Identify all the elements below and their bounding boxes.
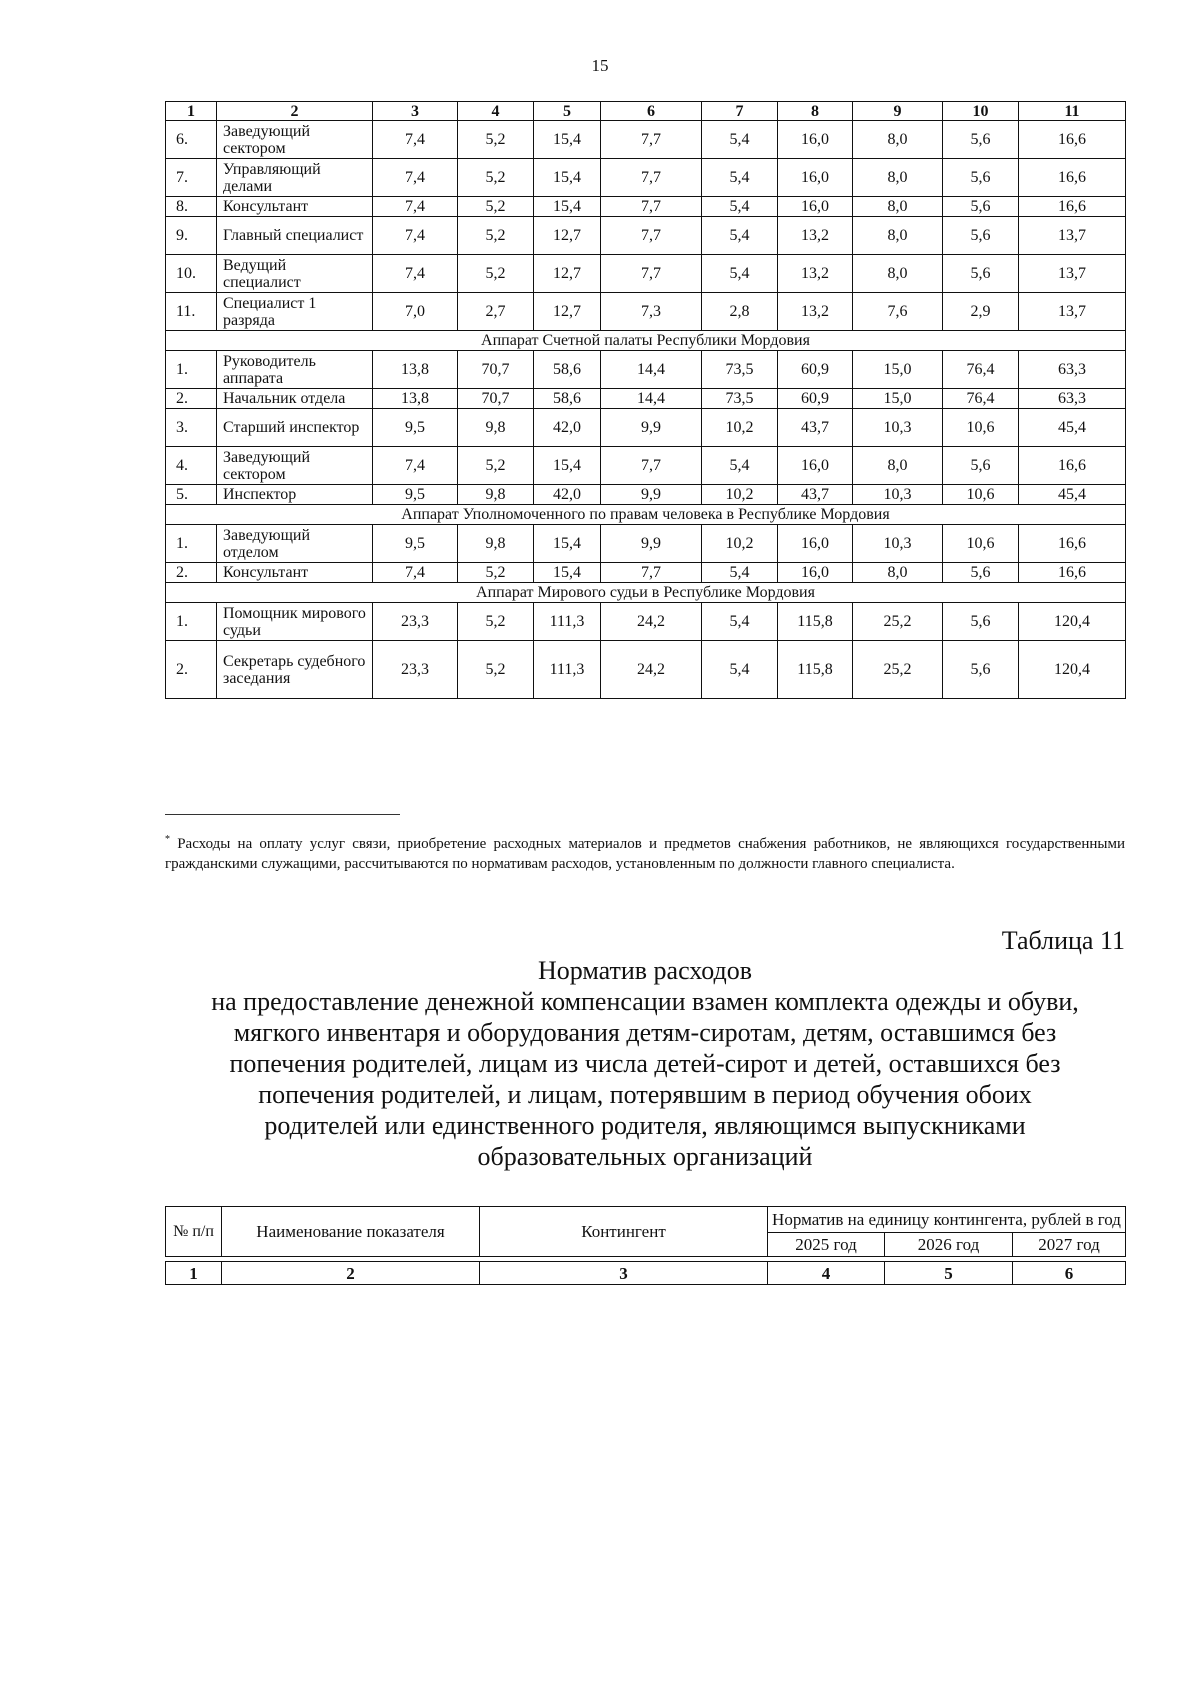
section-row [166,505,1126,525]
value-cell: 5,4 [702,121,778,159]
position-name: Помощник мирового судьи [217,603,373,641]
value-cell: 13,8 [373,351,458,389]
value-cell: 5,4 [702,255,778,293]
value-cell: 73,5 [702,389,778,409]
value-cell: 13,7 [1019,255,1126,293]
value-cell: 16,6 [1019,121,1126,159]
value-cell: 5,4 [702,159,778,197]
header-number: № п/п [166,1207,222,1257]
value-cell: 13,7 [1019,217,1126,255]
value-cell: 10,2 [702,485,778,505]
value-cell: 5,2 [458,121,534,159]
header-year-2025: 2025 год [768,1233,885,1257]
value-cell: 13,2 [778,255,853,293]
value-cell: 2,8 [702,293,778,331]
value-cell: 5,2 [458,217,534,255]
position-name: Консультант [217,563,373,583]
value-cell: 10,2 [702,409,778,447]
value-cell: 7,4 [373,217,458,255]
value-cell: 10,3 [853,525,943,563]
header-col-4: 4 [458,102,534,121]
header-col-5: 5 [534,102,601,121]
value-cell: 15,4 [534,121,601,159]
value-cell: 16,0 [778,197,853,217]
table-row [166,447,1126,485]
title-line: мягкого инвентаря и оборудования детям-сиротам, детям, оставшимся без [233,1018,1057,1047]
value-cell: 16,0 [778,447,853,485]
value-cell: 5,4 [702,641,778,699]
value-cell: 63,3 [1019,389,1126,409]
value-cell: 9,9 [601,409,702,447]
table-row [166,563,1126,583]
value-cell: 7,7 [601,447,702,485]
row-number: 4. [166,447,217,485]
table-row [166,603,1126,641]
table-row [166,293,1126,331]
value-cell: 7,7 [601,197,702,217]
value-cell: 70,7 [458,351,534,389]
value-cell: 5,2 [458,447,534,485]
value-cell: 15,4 [534,525,601,563]
row-number: 10. [166,255,217,293]
value-cell: 5,2 [458,255,534,293]
value-cell: 14,4 [601,389,702,409]
value-cell: 9,8 [458,485,534,505]
footnote-separator [165,814,400,815]
value-cell: 43,7 [778,485,853,505]
section-title: Аппарат Счетной палаты Республики Мордовия [166,331,1126,351]
table-row [166,409,1126,447]
table-row [166,351,1126,389]
header-col-3: 3 [373,102,458,121]
row-number: 3. [166,409,217,447]
value-cell: 7,4 [373,121,458,159]
value-cell: 42,0 [534,485,601,505]
value-cell: 9,5 [373,485,458,505]
value-cell: 8,0 [853,217,943,255]
value-cell: 8,0 [853,563,943,583]
expense-norms-table [165,101,1126,699]
title-line: попечения родителей, лицам из числа детей-сирот и детей, оставшихся без [229,1049,1061,1078]
value-cell: 7,4 [373,255,458,293]
value-cell: 5,6 [943,641,1019,699]
value-cell: 60,9 [778,351,853,389]
section-row [166,583,1126,603]
position-name: Инспектор [217,485,373,505]
row-number: 2. [166,563,217,583]
compensation-norm-table [165,1206,1126,1285]
value-cell: 24,2 [601,641,702,699]
position-name: Ведущий специалист [217,255,373,293]
header-col-10: 10 [943,102,1019,121]
value-cell: 76,4 [943,389,1019,409]
position-name: Консультант [217,197,373,217]
value-cell: 5,6 [943,197,1019,217]
section-row [166,331,1126,351]
value-cell: 13,2 [778,217,853,255]
value-cell: 23,3 [373,603,458,641]
value-cell: 16,0 [778,159,853,197]
footnote-marker: * [165,834,170,845]
header-norm: Норматив на единицу контингента, рублей в год [768,1207,1126,1233]
value-cell: 7,7 [601,563,702,583]
value-cell: 7,7 [601,159,702,197]
value-cell: 16,6 [1019,159,1126,197]
value-cell: 43,7 [778,409,853,447]
value-cell: 16,0 [778,121,853,159]
row-number: 9. [166,217,217,255]
value-cell: 8,0 [853,197,943,217]
value-cell: 5,6 [943,217,1019,255]
header-indicator-name: Наименование показателя [222,1207,480,1257]
footnote [165,830,1125,874]
footnote-text: Расходы на оплату услуг связи, приобретение расходных материалов и предметов снабжения работников, не являющихся государственными гражданскими служащими, рассчитываются по нормативам расходов, установленным по должности главного специалиста. [165,836,1125,872]
value-cell: 5,6 [943,255,1019,293]
header-year-2026: 2026 год [885,1233,1013,1257]
value-cell: 5,2 [458,641,534,699]
position-name: Старший инспектор [217,409,373,447]
value-cell: 5,2 [458,563,534,583]
value-cell: 5,4 [702,217,778,255]
value-cell: 15,0 [853,389,943,409]
table-row [166,217,1126,255]
value-cell: 9,8 [458,409,534,447]
value-cell: 70,7 [458,389,534,409]
value-cell: 16,0 [778,563,853,583]
row-number: 5. [166,485,217,505]
value-cell: 24,2 [601,603,702,641]
value-cell: 9,5 [373,409,458,447]
title-line: попечения родителей, и лицам, потерявшим в период обучения обоих [258,1080,1032,1109]
value-cell: 15,4 [534,447,601,485]
value-cell: 8,0 [853,255,943,293]
value-cell: 58,6 [534,389,601,409]
header-col-11: 11 [1019,102,1126,121]
column-number-5: 5 [885,1262,1013,1285]
value-cell: 10,6 [943,525,1019,563]
value-cell: 5,2 [458,159,534,197]
row-number: 11. [166,293,217,331]
value-cell: 5,6 [943,603,1019,641]
value-cell: 16,0 [778,525,853,563]
value-cell: 63,3 [1019,351,1126,389]
row-number: 2. [166,389,217,409]
title-line: родителей или единственного родителя, являющимся выпускниками [264,1111,1026,1140]
value-cell: 2,9 [943,293,1019,331]
value-cell: 9,9 [601,485,702,505]
position-name: Заведующий сектором [217,447,373,485]
value-cell: 7,6 [853,293,943,331]
value-cell: 7,7 [601,255,702,293]
value-cell: 5,6 [943,447,1019,485]
position-name: Управляющий делами [217,159,373,197]
value-cell: 9,5 [373,525,458,563]
value-cell: 60,9 [778,389,853,409]
value-cell: 25,2 [853,603,943,641]
value-cell: 7,4 [373,159,458,197]
header-col-7: 7 [702,102,778,121]
title-line: на предоставление денежной компенсации взамен комплекта одежды и обуви, [211,987,1079,1016]
section-title: Аппарат Уполномоченного по правам человека в Республике Мордовия [166,505,1126,525]
position-name: Начальник отдела [217,389,373,409]
value-cell: 7,7 [601,217,702,255]
table-row [166,255,1126,293]
table-row [166,389,1126,409]
value-cell: 5,2 [458,197,534,217]
value-cell: 16,6 [1019,197,1126,217]
row-number: 6. [166,121,217,159]
value-cell: 10,2 [702,525,778,563]
value-cell: 8,0 [853,121,943,159]
page-number: 15 [591,56,609,75]
table-label: Таблица 11 [1001,926,1125,955]
value-cell: 16,6 [1019,563,1126,583]
table-row [166,485,1126,505]
value-cell: 13,2 [778,293,853,331]
value-cell: 115,8 [778,603,853,641]
value-cell: 13,7 [1019,293,1126,331]
value-cell: 10,6 [943,485,1019,505]
value-cell: 5,4 [702,447,778,485]
value-cell: 15,4 [534,197,601,217]
title-line: образовательных организаций [477,1142,813,1171]
header-col-9: 9 [853,102,943,121]
value-cell: 58,6 [534,351,601,389]
position-name: Главный специалист [217,217,373,255]
position-name: Секретарь судебного заседания [217,641,373,699]
row-number: 1. [166,525,217,563]
row-number: 1. [166,351,217,389]
table-row [166,197,1126,217]
value-cell: 42,0 [534,409,601,447]
value-cell: 15,4 [534,563,601,583]
row-number: 1. [166,603,217,641]
value-cell: 12,7 [534,217,601,255]
value-cell: 23,3 [373,641,458,699]
title-line: Норматив расходов [537,956,753,985]
value-cell: 111,3 [534,603,601,641]
value-cell: 14,4 [601,351,702,389]
header-col-8: 8 [778,102,853,121]
position-name: Заведующий сектором [217,121,373,159]
value-cell: 15,0 [853,351,943,389]
value-cell: 7,3 [601,293,702,331]
value-cell: 16,6 [1019,447,1126,485]
position-name: Заведующий отделом [217,525,373,563]
value-cell: 16,6 [1019,525,1126,563]
header-col-6: 6 [601,102,702,121]
value-cell: 7,4 [373,197,458,217]
value-cell: 9,9 [601,525,702,563]
value-cell: 10,3 [853,485,943,505]
row-number: 7. [166,159,217,197]
table-row [166,641,1126,699]
header-contingent: Контингент [480,1207,768,1257]
value-cell: 73,5 [702,351,778,389]
table-row [166,159,1126,197]
value-cell: 5,6 [943,121,1019,159]
value-cell: 45,4 [1019,409,1126,447]
header-year-2027: 2027 год [1013,1233,1126,1257]
column-number-6: 6 [1013,1262,1126,1285]
value-cell: 7,7 [601,121,702,159]
position-name: Руководитель аппарата [217,351,373,389]
value-cell: 5,4 [702,563,778,583]
row-number: 8. [166,197,217,217]
value-cell: 5,4 [702,197,778,217]
value-cell: 5,4 [702,603,778,641]
value-cell: 10,6 [943,409,1019,447]
header-col-1: 1 [166,102,217,121]
column-number-2: 2 [222,1262,480,1285]
table-row [166,525,1126,563]
value-cell: 12,7 [534,255,601,293]
value-cell: 7,0 [373,293,458,331]
column-number-3: 3 [480,1262,768,1285]
column-number-1: 1 [166,1262,222,1285]
value-cell: 8,0 [853,159,943,197]
row-number: 2. [166,641,217,699]
table-row [166,121,1126,159]
value-cell: 76,4 [943,351,1019,389]
value-cell: 9,8 [458,525,534,563]
header-col-2: 2 [217,102,373,121]
column-number-4: 4 [768,1262,885,1285]
value-cell: 7,4 [373,563,458,583]
value-cell: 7,4 [373,447,458,485]
value-cell: 115,8 [778,641,853,699]
value-cell: 2,7 [458,293,534,331]
value-cell: 120,4 [1019,641,1126,699]
value-cell: 5,6 [943,159,1019,197]
value-cell: 8,0 [853,447,943,485]
value-cell: 111,3 [534,641,601,699]
value-cell: 13,8 [373,389,458,409]
value-cell: 25,2 [853,641,943,699]
value-cell: 120,4 [1019,603,1126,641]
value-cell: 15,4 [534,159,601,197]
value-cell: 5,6 [943,563,1019,583]
value-cell: 5,2 [458,603,534,641]
section-title: Аппарат Мирового судьи в Республике Мордовия [166,583,1126,603]
value-cell: 45,4 [1019,485,1126,505]
value-cell: 12,7 [534,293,601,331]
position-name: Специалист 1 разряда [217,293,373,331]
table-title [150,955,1140,1172]
value-cell: 10,3 [853,409,943,447]
